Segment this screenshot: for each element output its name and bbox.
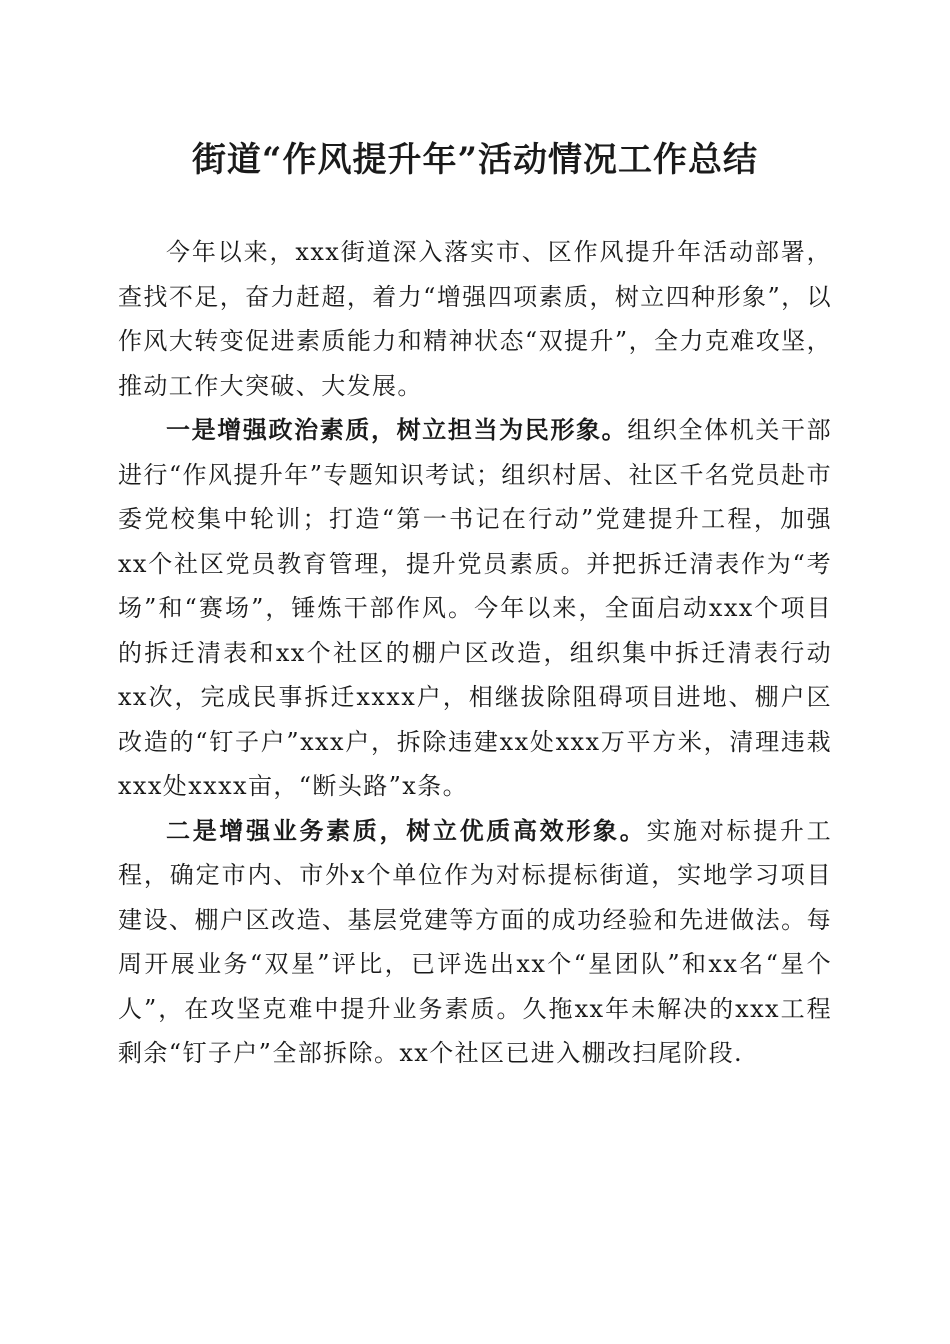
paragraph-political-quality-text: 组织全体机关干部进行“作风提升年”专题知识考试；组织村居、社区千名党员赴市委党校集中轮训；打造“第一书记在行动”党建提升工程，加强xx个社区党员教育管理，提升党员素质。并把拆迁清表作为“考场”和“赛场”，锤炼干部作风。今年以来，全面启动xxx个项目的拆迁清表和xx个社区的棚户区改造，组织集中拆迁清表行动xx次，完成民事拆迁xxxx户，相继拔除阻碍项目进地、棚户区改造的“钉子户”xxx户，拆除违建xx处xxx万平方米，清理违栽xxx处xxxx亩，“断头路”x条。: [118, 416, 833, 800]
paragraph-business-quality-text: 实施对标提升工程，确定市内、市外x个单位作为对标提标街道，实地学习项目建设、棚户区改造、基层党建等方面的成功经验和先进做法。每周开展业务“双星”评比，已评选出xx个“星团队”和xx名“星个人”，在攻坚克难中提升业务素质。久拖xx年未解决的xxx工程剩余“钉子户”全部拆除。xx个社区已进入棚改扫尾阶段.: [118, 816, 832, 1067]
paragraph-intro: [118, 230, 832, 408]
document-body: [118, 230, 832, 1076]
paragraph-lead-heading: 一是增强政治素质，树立担当为民形象。: [166, 415, 628, 444]
paragraph-business-quality: [118, 809, 832, 1076]
paragraph-lead-heading: 二是增强业务素质，树立优质高效形象。: [166, 815, 647, 845]
document-title: 街道“作风提升年”活动情况工作总结: [191, 140, 759, 180]
paragraph-political-quality: [118, 408, 832, 809]
paragraph-intro-text: 今年以来，xxx街道深入落实市、区作风提升年活动部署，查找不足，奋力赶超，着力“增强四项素质，树立四种形象”，以作风大转变促进素质能力和精神状态“双提升”，全力克难攻坚，推动工作大突破、大发展。: [118, 238, 832, 400]
document-page: [118, 130, 832, 1076]
